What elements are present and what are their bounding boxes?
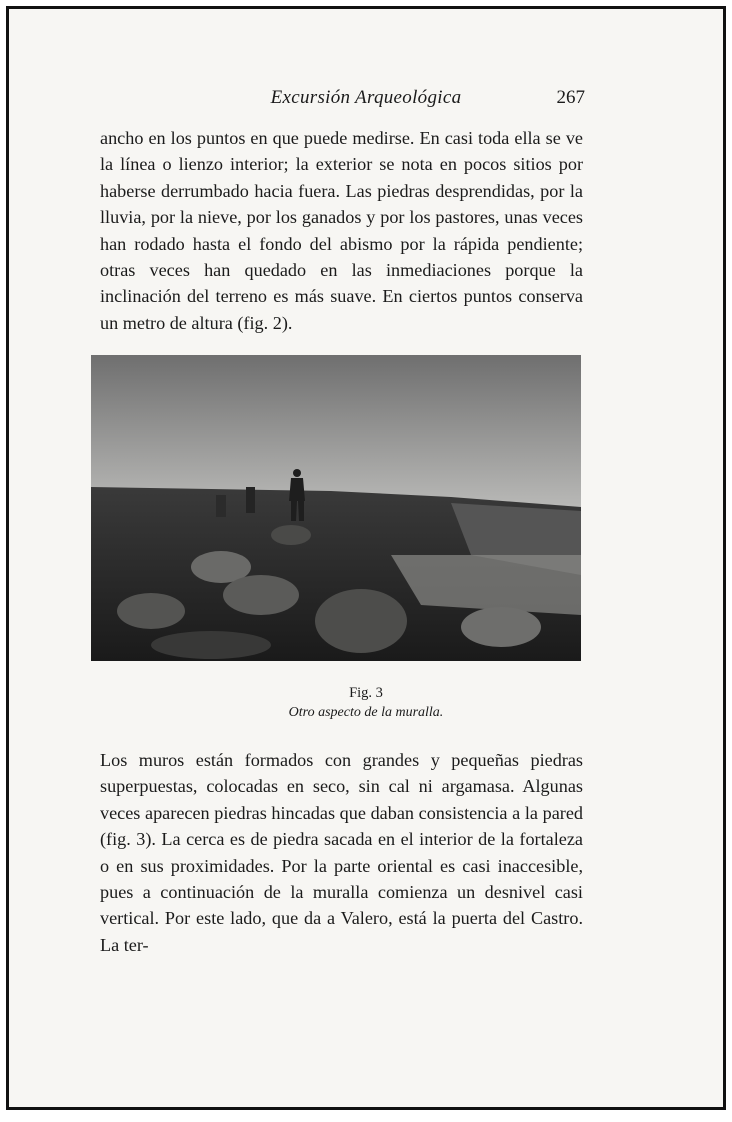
photo-rocky-wall-image	[91, 355, 581, 661]
paragraph-2: Los muros están formados con grandes y pequeñas piedras superpuestas, colocadas en seco, sin cal ni argamasa. Algunas veces aparecen piedras hincadas que daban consistencia a la pared (fig. 3). La cerca es de piedra sacada en el interior de la fortaleza o en sus proximidades. Por la parte oriental es casi inaccesible, pues a continuación de la muralla comienza un desnivel casi vertical. Por este lado, que da a Valero, está la puerta del Castro. La ter-	[100, 750, 583, 955]
page-number: 267	[556, 87, 585, 108]
running-title: Excursión Arqueológica	[270, 87, 462, 108]
figure-photo	[91, 355, 581, 661]
book-page	[6, 6, 726, 1110]
paragraph-1: ancho en los puntos en que puede medirse. En casi toda ella se ve la línea o lienzo interior; la exterior se nota en pocos sitios por haberse derrumbado hacia fuera. Las piedras desprendidas, por la lluvia, por la nieve, por los ganados y por los pastores, unas veces han rodado hasta el fondo del abismo por la rápida pendiente; otras veces han quedado en las inmediaciones porque la inclinación del terreno es más suave. En ciertos puntos conserva un metro de altura (fig. 2).	[100, 128, 583, 333]
figure-number: Fig. 3	[349, 685, 383, 701]
figure-caption: Otro aspecto de la muralla.	[288, 705, 444, 720]
